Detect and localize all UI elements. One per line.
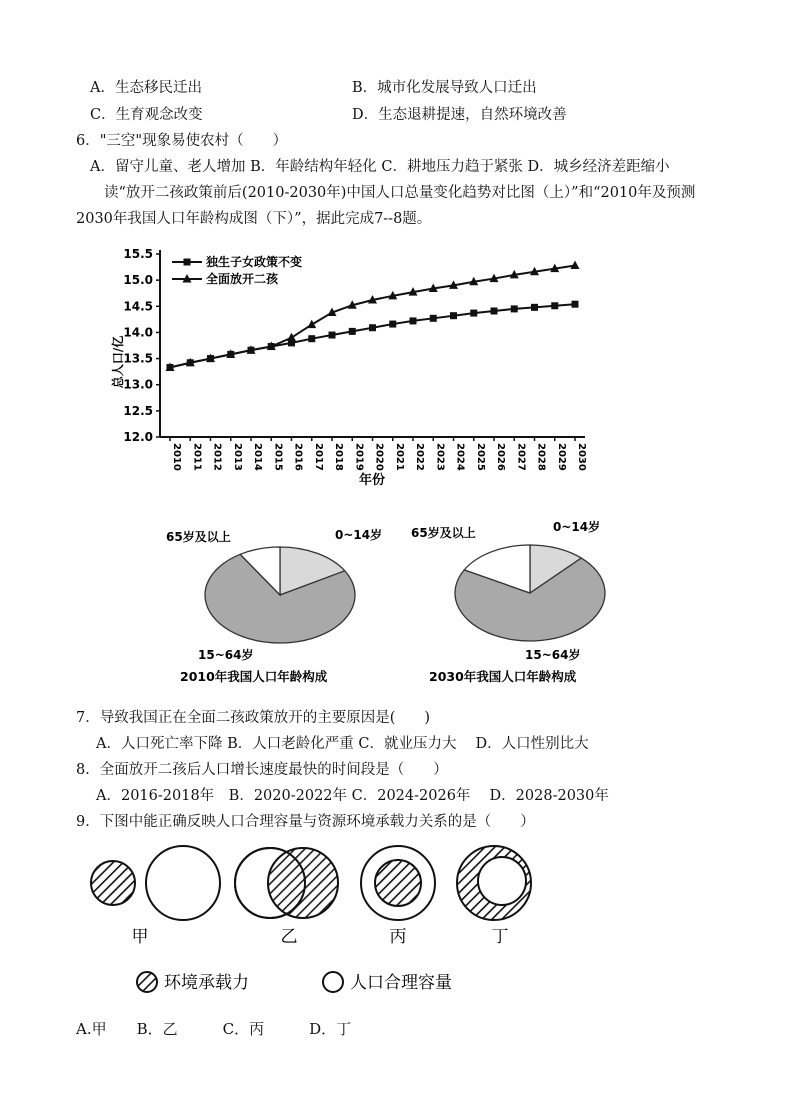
x-tick-label: 2024 (454, 443, 466, 471)
series-0-point (369, 324, 376, 331)
y-tick-label: 14.0 (123, 325, 153, 340)
q6-options: A．留守儿童、老人增加 B．年龄结构年轻化 C．耕地压力趋于紧张 D．城乡经济差距缩小 (90, 159, 670, 175)
q7-options: A．人口死亡率下降 B．人口老龄化严重 C．就业压力大 D．人口性别比大 (96, 736, 589, 752)
x-tick-label: 2019 (353, 443, 365, 471)
y-tick-label: 15.0 (123, 273, 153, 288)
series-0-point (389, 321, 396, 328)
diagram-label-yi: 乙 (280, 927, 298, 947)
y-tick-label: 12.0 (123, 430, 153, 444)
y-tick-label: 13.5 (123, 351, 153, 366)
x-tick-label: 2011 (191, 443, 203, 471)
pie-2030-label-15-64: 15~64岁 (525, 648, 581, 662)
pie-chart-2010 (160, 515, 420, 693)
legend-hatched-swatch (137, 972, 157, 992)
legend-plain-swatch (323, 972, 343, 992)
series-0-point (430, 315, 437, 322)
pie-chart-2030 (405, 515, 645, 693)
diagram-label-ding: 丁 (491, 927, 509, 947)
y-tick-label: 12.5 (123, 403, 153, 418)
x-tick-label: 2027 (515, 443, 527, 471)
legend-label-1: 全面放开二孩 (206, 272, 279, 286)
x-tick-label: 2017 (312, 443, 324, 471)
q5-option-a: A．生态移民迁出 (90, 80, 202, 96)
series-0-point (572, 301, 579, 308)
x-tick-label: 2012 (211, 443, 223, 471)
series-0-point (491, 307, 498, 314)
q5-option-b: B．城市化发展导致人口迁出 (352, 80, 537, 96)
pie-2030-caption: 2030年我国人口年龄构成 (429, 669, 577, 684)
q8-stem: 8．全面放开二孩后人口增长速度最快的时间段是（ ） (76, 762, 448, 778)
x-tick-label: 2022 (414, 443, 425, 471)
jia-carrying-capacity-circle (91, 861, 135, 905)
diagram-label-bing: 丙 (389, 927, 407, 947)
x-tick-label: 2014 (252, 443, 263, 471)
pie-2030-label-65plus: 65岁及以上 (411, 526, 476, 540)
series-line-0 (170, 304, 575, 367)
x-tick-label: 2028 (535, 443, 547, 471)
x-tick-label: 2018 (333, 443, 344, 471)
series-0-point (511, 305, 518, 312)
pie-2010-label-15-64: 15~64岁 (198, 648, 254, 662)
series-1-point (571, 261, 580, 270)
q5-option-d: D．生态退耕提速，自然环境改善 (352, 107, 567, 123)
series-0-point (450, 312, 457, 319)
q6-stem: 6．"三空"现象易使农村（ ） (76, 133, 288, 149)
q9-stem: 9．下图中能正确反映人口合理容量与资源环境承载力关系的是（ ） (76, 814, 535, 830)
legend-population-capacity-label: 人口合理容量 (350, 973, 452, 993)
ding-population-capacity-circle (478, 857, 526, 905)
series-1-point (287, 333, 296, 342)
x-tick-label: 2026 (495, 443, 506, 471)
pie-2030-label-0-14: 0~14岁 (553, 520, 601, 534)
series-0-point (329, 332, 336, 339)
y-axis-label: 总人口/亿 (111, 335, 125, 389)
population-line-chart (100, 240, 600, 490)
intro-line-1: 读“放开二孩政策前后(2010-2030年)中国人口总量变化趋势对比图（上）”和“2010年及预测 (104, 185, 696, 201)
legend-carrying-capacity-label: 环境承载力 (164, 973, 249, 993)
q7-stem: 7．导致我国正在全面二孩政策放开的主要原因是( ) (76, 710, 431, 726)
x-tick-label: 2016 (292, 443, 304, 471)
jia-population-capacity-circle (146, 846, 220, 920)
q9-answer-options: A.甲 B．乙 C．丙 D．丁 (76, 1020, 352, 1038)
yi-carrying-capacity-circle (268, 848, 338, 918)
bing-carrying-capacity-circle (375, 860, 421, 906)
y-tick-label: 14.5 (123, 299, 153, 314)
x-tick-label: 2010 (171, 443, 182, 471)
intro-line-2: 2030年我国人口年龄构成图（下）”，据此完成7--8题。 (76, 211, 432, 227)
x-tick-label: 2013 (231, 443, 243, 471)
series-0-point (410, 317, 417, 324)
series-0-point (349, 328, 356, 335)
x-tick-label: 2023 (434, 443, 446, 471)
pie-2010-caption: 2010年我国人口年龄构成 (180, 669, 328, 684)
series-0-point (308, 335, 315, 342)
y-tick-label: 13.0 (123, 377, 153, 392)
q5-option-c: C．生育观念改变 (90, 107, 203, 123)
x-tick-label: 2021 (393, 443, 405, 471)
diagram-label-jia: 甲 (131, 927, 149, 947)
pie-2010-label-0-14: 0~14岁 (335, 528, 383, 542)
x-tick-label: 2020 (373, 443, 385, 471)
q8-options: A．2016-2018年 B．2020-2022年 C．2024-2026年 D．2028-2030年 (96, 788, 609, 804)
series-0-point (531, 304, 538, 311)
x-tick-label: 2029 (555, 443, 567, 471)
legend-label-0: 独生子女政策不变 (206, 255, 303, 269)
legend-marker-0 (184, 259, 191, 266)
x-tick-label: 2025 (474, 443, 486, 471)
x-tick-label: 2030 (576, 443, 587, 471)
pie-2010-label-65plus: 65岁及以上 (166, 530, 231, 544)
y-tick-label: 15.5 (123, 247, 153, 261)
x-tick-label: 2015 (272, 443, 284, 471)
series-0-point (551, 302, 558, 309)
capacity-relationship-diagram (80, 845, 560, 1000)
x-axis-label: 年份 (358, 473, 386, 488)
series-0-point (470, 310, 477, 317)
